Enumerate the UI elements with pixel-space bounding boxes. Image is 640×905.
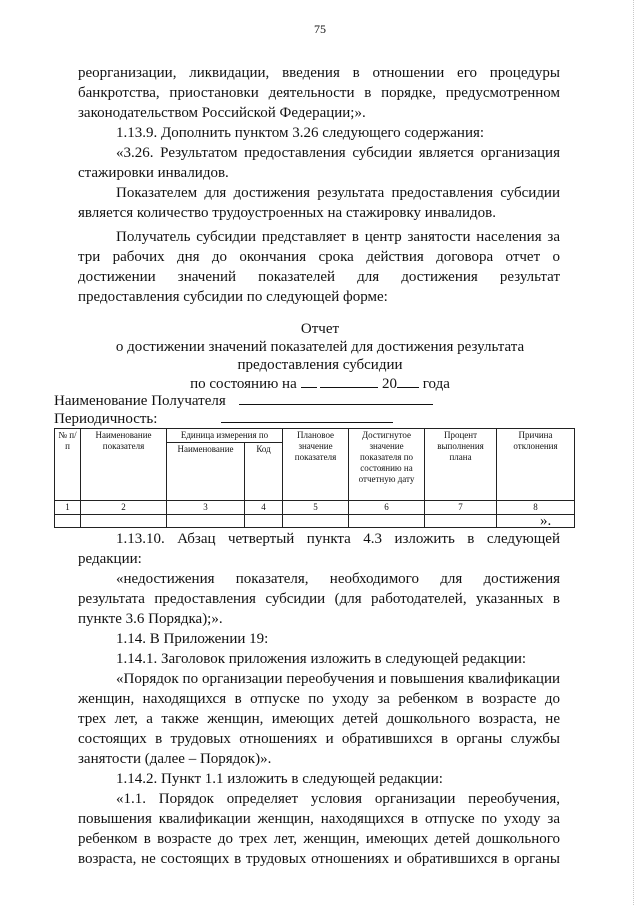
header-achieved: Достигнутое значение показателя по состоянию на отчетную дату — [349, 429, 425, 501]
number-cell: 4 — [245, 501, 283, 515]
report-title: Отчет — [300, 321, 340, 337]
header-percent: Процент выполнения плана — [425, 429, 497, 501]
paragraph-line: банкротства, приостановки деятельности в порядке, предусмотренном — [78, 85, 560, 101]
recipient-label: Наименование Получателя — [54, 393, 226, 409]
number-cell: 2 — [81, 501, 167, 515]
periodicity-label: Периодичность: — [54, 411, 158, 427]
header-planned: Плановое значение показателя — [283, 429, 349, 501]
day-blank — [301, 373, 317, 388]
month-blank — [320, 373, 378, 388]
paragraph-line: стажировки инвалидов. — [78, 165, 229, 181]
empty-cell — [425, 515, 497, 528]
paragraph-line: 1.14.2. Пункт 1.1 изложить в следующей редакции: — [116, 771, 443, 787]
empty-cell — [81, 515, 167, 528]
number-cell: 1 — [55, 501, 81, 515]
paragraph-line: «Порядок по организации переобучения и повышения квалификации — [116, 671, 560, 687]
report-table — [54, 428, 575, 528]
as-of-suffix: года — [422, 376, 450, 392]
header-unit-code: Код — [245, 443, 283, 501]
recipient-blank — [239, 390, 433, 405]
paragraph-line: 1.13.9. Дополнить пунктом 3.26 следующего содержания: — [116, 125, 485, 141]
paragraph-line: Показателем для достижения результата предоставления субсидии — [116, 185, 560, 201]
closing-mark: ». — [540, 513, 552, 529]
paragraph-line: редакции: — [78, 551, 142, 567]
paragraph-line: три рабочих дня до окончания срока действия договора отчет о — [78, 249, 560, 265]
header-indicator: Наименование показателя — [81, 429, 167, 501]
number-cell: 7 — [425, 501, 497, 515]
empty-cell — [55, 515, 81, 528]
paragraph-line: Получатель субсидии представляет в центр занятости населения за — [116, 229, 560, 245]
paragraph-line: результата предоставления субсидии (для работодателей, указанных в — [78, 591, 560, 607]
header-unit-name: Наименование — [167, 443, 245, 501]
paragraph-line: является количество трудоустроенных на стажировку инвалидов. — [78, 205, 497, 221]
scan-edge — [633, 0, 640, 905]
recipient-row — [54, 390, 433, 410]
periodicity-blank — [221, 408, 393, 423]
empty-cell — [245, 515, 283, 528]
paragraph-line: 1.14. В Приложении 19: — [116, 631, 269, 647]
number-cell: 3 — [167, 501, 245, 515]
report-subtitle: предоставления субсидии — [237, 357, 403, 373]
empty-cell — [497, 515, 575, 528]
paragraph-line: ребенком в возрасте до трех лет, женщин, имеющих детей дошкольного — [78, 831, 560, 847]
paragraph-line: «3.26. Результатом предоставления субсидии является организация — [116, 145, 560, 161]
paragraph-line: трех лет, а также женщин, имеющих детей дошкольного возраста, не — [78, 711, 560, 727]
empty-cell — [349, 515, 425, 528]
paragraph-line: возраста, не состоящих в трудовых отношениях и обратившихся в органы — [78, 851, 560, 867]
number-cell: 5 — [283, 501, 349, 515]
paragraph-line: законодательством Российской Федерации;». — [78, 105, 366, 121]
number-cell: 6 — [349, 501, 425, 515]
number-cell: 8 — [497, 501, 575, 515]
paragraph-line: повышения квалификации женщин, находящихся в отпуске по уходу за — [78, 811, 560, 827]
page-number: 75 — [314, 22, 326, 36]
header-reason: Причина отклонения — [497, 429, 575, 501]
paragraph-line: «1.1. Порядок определяет условия организации переобучения, — [116, 791, 560, 807]
paragraph-line: 1.13.10. Абзац четвертый пункта 4.3 изложить в следующей — [116, 531, 560, 547]
header-no: № п/п — [55, 429, 81, 501]
empty-cell — [283, 515, 349, 528]
report-subtitle: о достижении значений показателей для достижения результата — [115, 339, 525, 355]
as-of-prefix: по состоянию на — [190, 376, 297, 392]
year-blank — [397, 373, 419, 388]
paragraph-line: 1.14.1. Заголовок приложения изложить в следующей редакции: — [116, 651, 527, 667]
paragraph-line: состоящих в трудовых отношениях и обратившихся в органы службы — [78, 731, 560, 747]
paragraph-line: пункте 3.6 Порядка);». — [78, 611, 223, 627]
paragraph-line: женщин, находящихся в отпуске по уходу за ребенком в возрасте до — [78, 691, 560, 707]
paragraph-line: «недостижения показателя, необходимого для достижения — [116, 571, 560, 587]
as-of-year: 20 — [382, 376, 397, 392]
paragraph-line: предоставления субсидии по следующей форме: — [78, 289, 388, 305]
paragraph-line: достижении значений показателей для достижения результат — [78, 269, 560, 285]
header-unit: Единица измерения по — [167, 429, 283, 443]
periodicity-row — [54, 408, 393, 428]
paragraph-line: реорганизации, ликвидации, введения в отношении его процедуры — [78, 65, 560, 81]
empty-cell — [167, 515, 245, 528]
paragraph-line: занятости (далее – Порядок)». — [78, 751, 272, 767]
